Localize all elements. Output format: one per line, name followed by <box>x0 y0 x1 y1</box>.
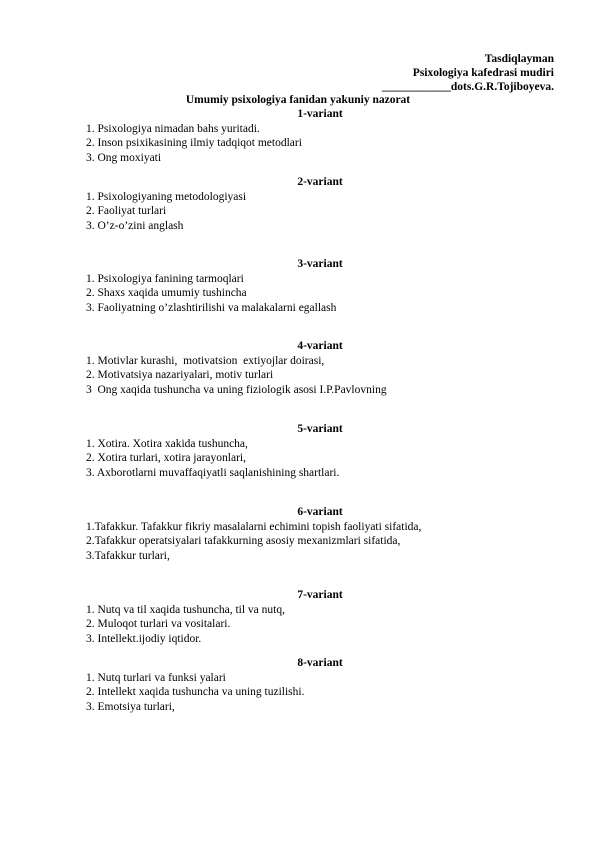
variant-questions-6 <box>86 520 421 563</box>
question-item: 3.Tafakkur turlari, <box>86 549 170 562</box>
question-item: 2. Faoliyat turlari <box>86 205 167 218</box>
question-item: 2. Muloqot turlari va vositalari. <box>86 618 231 631</box>
question-item: 2. Xotira turlari, xotira jarayonlari, <box>86 452 246 465</box>
question-item: 3. Emotsiya turlari, <box>86 700 175 713</box>
question-item: 2. Shaxs xaqida umumiy tushincha <box>86 287 247 300</box>
question-item: 3 Ong xaqida tushuncha va uning fiziologik asosi I.P.Pavlovning <box>86 383 387 396</box>
question-item: 2. Intellekt xaqida tushuncha va uning tuzilishi. <box>86 686 305 699</box>
approval-line-1: Tasdiqlayman <box>484 53 554 65</box>
question-item: 1.Tafakkur. Tafakkur fikriy masalalarni echimini topish faoliyati sifatida, <box>86 521 422 533</box>
question-item: 1. Psixologiya nimadan bahs yuritadi. <box>86 123 260 135</box>
variant-heading-4: 4-variant <box>297 340 343 352</box>
question-item: 1. Xotira. Xotira xakida tushuncha, <box>86 438 248 450</box>
question-item: 3. Faoliyatning o’zlashtirilishi va malakalarni egallash <box>86 301 337 314</box>
variant-questions-2 <box>86 190 246 233</box>
question-item: 1. Nutq turlari va funksi yalari <box>86 672 226 684</box>
approval-line-3: ____________dots.G.R.Tojiboyeva. <box>381 81 554 93</box>
document-title: Umumiy psixologiya fanidan yakuniy nazorat <box>185 94 411 106</box>
variant-questions-1 <box>86 122 302 165</box>
variant-heading-5: 5-variant <box>297 423 343 435</box>
question-item: 2. Motivatsiya nazariyalari, motiv turlari <box>86 369 274 382</box>
variant-heading-1: 1-variant <box>297 108 343 120</box>
question-item: 1. Nutq va til xaqida tushuncha, til va nutq, <box>86 604 285 616</box>
variant-questions-3 <box>86 272 336 315</box>
question-item: 3. Intellekt.ijodiy iqtidor. <box>86 632 202 645</box>
question-item: 1. Psixologiyaning metodologiyasi <box>86 191 247 203</box>
question-item: 2. Inson psixikasining ilmiy tadqiqot metodlari <box>86 137 302 150</box>
variant-questions-5 <box>86 437 339 480</box>
approval-line-2: Psixologiya kafedrasi mudiri <box>412 67 554 79</box>
variant-questions-8 <box>86 671 304 714</box>
question-item: 1. Motivlar kurashi, motivatsion extiyojlar doirasi, <box>86 355 325 367</box>
variant-heading-3: 3-variant <box>297 258 343 270</box>
variant-questions-4 <box>86 354 387 397</box>
variant-questions-7 <box>86 603 285 646</box>
variant-heading-2: 2-variant <box>297 176 343 188</box>
question-item: 3. O’z-o’zini anglash <box>86 219 184 232</box>
variant-heading-8: 8-variant <box>297 657 343 669</box>
variant-heading-7: 7-variant <box>297 589 343 601</box>
question-item: 3. Ong moxiyati <box>86 151 162 164</box>
question-item: 2.Tafakkur operatsiyalari tafakkurning asosiy mexanizmlari sifatida, <box>86 535 401 548</box>
question-item: 3. Axborotlarni muvaffaqiyatli saqlanishining shartlari. <box>86 466 340 479</box>
question-item: 1. Psixologiya fanining tarmoqlari <box>86 273 244 285</box>
variant-heading-6: 6-variant <box>297 506 343 518</box>
approval-block <box>382 52 554 94</box>
